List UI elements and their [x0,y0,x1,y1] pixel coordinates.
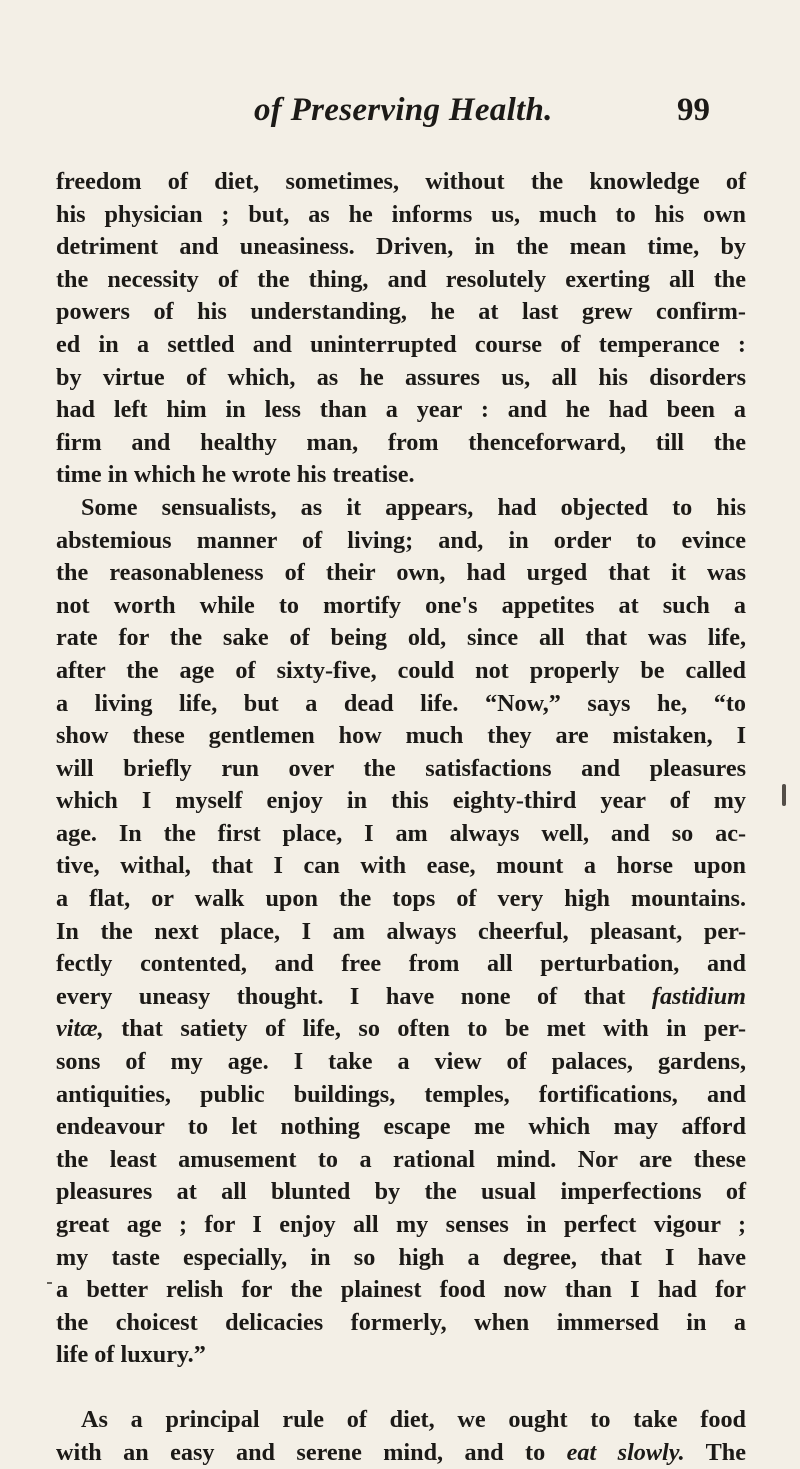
margin-ink-tick [47,1282,52,1284]
text-line: As a principal rule of diet, we ought to take food [81,1405,746,1433]
text-line: abstemious manner of living; and, in order to evince [56,526,746,554]
running-title [254,92,553,129]
latin-phrase: fastidium [651,982,746,1010]
text-line: pleasures at all blunted by the usual imperfections of [56,1178,746,1206]
text-line: a flat, or walk upon the tops of very high mountains. [56,885,746,913]
text-line: rate for the sake of being old, since all that was life, [56,624,746,652]
text-line: sons of my age. I take a view of palaces, gardens, [56,1048,746,1076]
text-line: Some sensualists, as it appears, had objected to his [81,493,746,521]
text-line: my taste especially, in so high a degree, that I have [56,1243,746,1271]
text-line: freedom of diet, sometimes, without the knowledge of [56,168,746,195]
text-line: detriment and uneasiness. Driven, in the mean time, by [56,233,746,261]
text-line: by virtue of which, as he assures us, all his disorders [56,363,746,391]
text-segment: with an easy and serene mind, and to [56,1438,546,1466]
text-line: antiquities, public buildings, temples, fortifications, and [56,1080,746,1108]
text-line: tive, withal, that I can with ease, mount a horse upon [56,852,746,880]
emphasis-phrase: eat slowly. [566,1438,685,1466]
text-line: not worth while to mortify one's appetites at such a [56,591,746,619]
margin-ink-mark [782,784,786,806]
text-segment: every uneasy thought. I have none of that [56,982,626,1010]
text-line: powers of his understanding, he at last grew confirm- [56,298,746,326]
running-title-main: Preserving Health. [290,92,553,128]
text-line: a living life, but a dead life. “Now,” says he, “to [56,689,746,717]
latin-phrase: vitæ, [56,1015,104,1043]
text-line: In the next place, I am always cheerful, pleasant, per- [56,917,746,945]
text-line: time in which he wrote his treatise. [56,461,415,489]
paragraph-gap [56,1372,746,1404]
body-text [56,166,746,1469]
text-segment: that satiety of life, so often to be met with in per- [121,1015,746,1043]
text-line: endeavour to let nothing escape me which may afford [56,1113,746,1141]
text-line: the necessity of the thing, and resolutely exerting all the [56,265,746,293]
page-header [0,92,800,152]
running-title-of: of [254,92,283,128]
text-line: the choicest delicacies formerly, when immersed in a [56,1308,746,1336]
text-segment: The [705,1438,746,1466]
page-number: 99 [677,92,710,128]
text-line: will briefly run over the satisfactions and pleasures [56,754,746,782]
text-line-fastidium [56,981,746,1014]
text-line: after the age of sixty-five, could not properly be called [56,656,746,684]
text-line: had left him in less than a year : and he had been a [56,396,746,424]
text-line: life of luxury.” [56,1341,206,1369]
text-line: which I myself enjoy in this eighty-third year of my [56,787,746,815]
text-line: a better relish for the plainest food now than I had for [56,1276,746,1304]
text-line-eat-slowly [56,1437,746,1469]
text-line: his physician ; but, as he informs us, much to his own [56,200,746,228]
text-line: great age ; for I enjoy all my senses in perfect vigour ; [56,1211,746,1238]
text-line: show these gentlemen how much they are mistaken, I [56,722,746,750]
text-line: the reasonableness of their own, had urged that it was [56,559,746,587]
text-line: firm and healthy man, from thenceforward, till the [56,428,746,456]
text-line-vitae [56,1013,746,1046]
text-line: fectly contented, and free from all perturbation, and [56,950,746,978]
text-line: the least amusement to a rational mind. Nor are these [56,1145,746,1173]
text-line: age. In the first place, I am always well, and so ac- [56,819,746,847]
text-line: ed in a settled and uninterrupted course of temperance : [56,330,746,358]
